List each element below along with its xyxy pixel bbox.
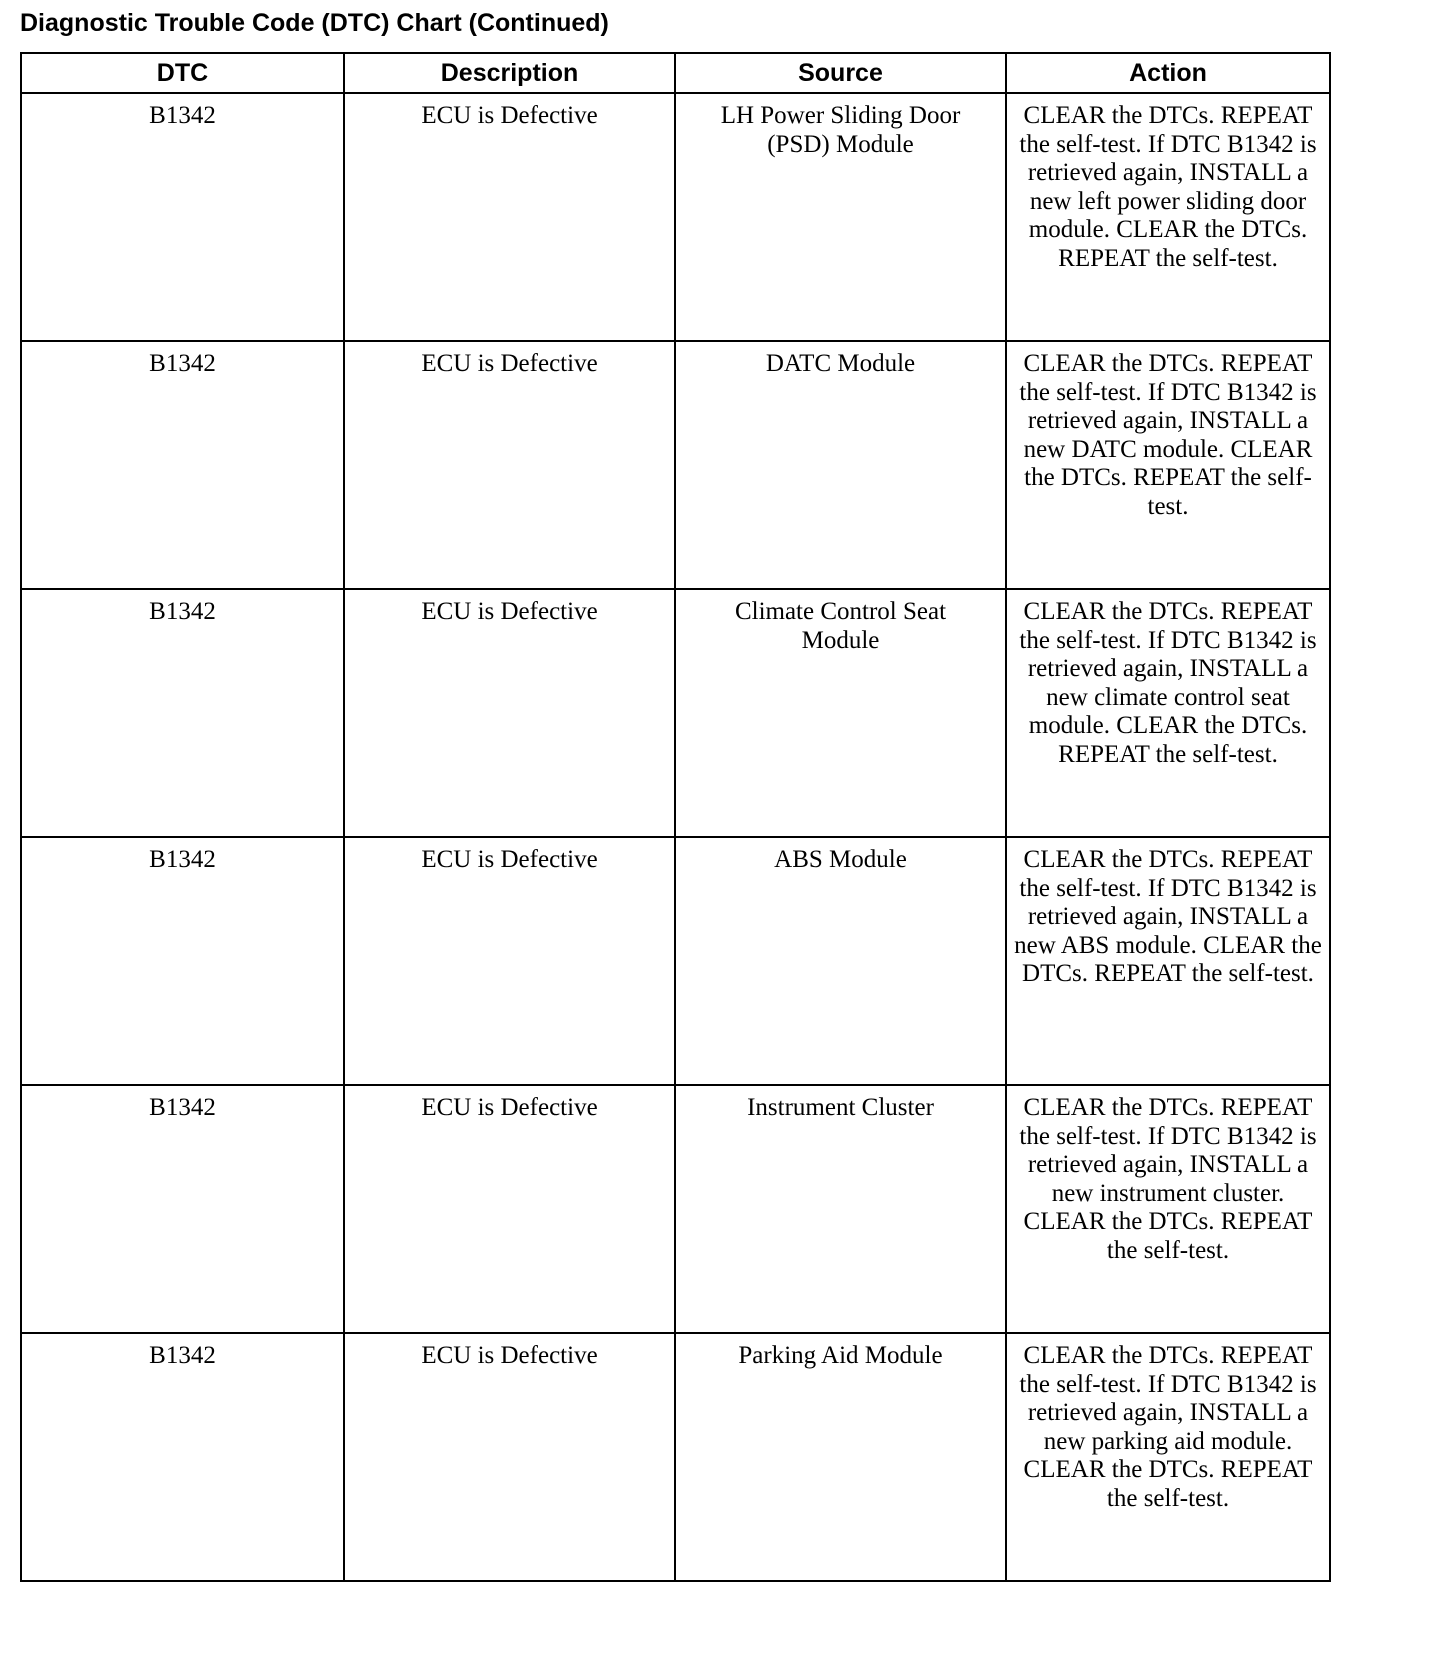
description-cell: [344, 341, 675, 589]
dtc-code: B1342: [149, 350, 216, 377]
description-text: ECU is Defective: [421, 1094, 598, 1121]
dtc-cell: [21, 589, 344, 837]
action-cell: [1006, 1085, 1330, 1333]
dtc-code: B1342: [149, 598, 216, 625]
action-text: CLEAR the DTCs. REPEAT the self-test. If DTC B1342 is retrieved again, INSTALL a new instrument cluster. CLEAR the DTCs. REPEAT the self-test.: [1019, 1094, 1317, 1264]
source-text: LH Power Sliding Door (PSD) Module: [720, 102, 961, 158]
dtc-cell: [21, 341, 344, 589]
source-cell: [675, 1085, 1006, 1333]
source-cell: [675, 93, 1006, 341]
table-header-row: [21, 53, 1330, 93]
action-cell: [1006, 93, 1330, 341]
dtc-code: B1342: [149, 102, 216, 129]
description-cell: [344, 1333, 675, 1581]
description-text: ECU is Defective: [421, 102, 598, 129]
dtc-code: B1342: [149, 846, 216, 873]
column-header-action: Action: [1006, 53, 1330, 93]
action-cell: [1006, 837, 1330, 1085]
source-text: Climate Control Seat Module: [734, 598, 947, 654]
description-text: ECU is Defective: [421, 1342, 598, 1369]
description-text: ECU is Defective: [421, 598, 598, 625]
source-cell: [675, 341, 1006, 589]
table-row: [21, 1085, 1330, 1333]
dtc-code: B1342: [149, 1094, 216, 1121]
source-cell: [675, 589, 1006, 837]
dtc-chart-table: [20, 52, 1331, 1582]
description-text: ECU is Defective: [421, 846, 598, 873]
dtc-cell: [21, 1085, 344, 1333]
action-cell: [1006, 1333, 1330, 1581]
table-row: [21, 93, 1330, 341]
description-text: ECU is Defective: [421, 350, 598, 377]
column-header-description: Description: [344, 53, 675, 93]
action-text: CLEAR the DTCs. REPEAT the self-test. If DTC B1342 is retrieved again, INSTALL a new left power sliding door module. CLEAR the DTCs. REPEAT the self-test.: [1019, 102, 1317, 272]
dtc-cell: [21, 837, 344, 1085]
source-text: Parking Aid Module: [738, 1342, 943, 1369]
dtc-code: B1342: [149, 1342, 216, 1369]
action-text: CLEAR the DTCs. REPEAT the self-test. If DTC B1342 is retrieved again, INSTALL a new parking aid module. CLEAR the DTCs. REPEAT the self-test.: [1019, 1342, 1317, 1512]
dtc-cell: [21, 93, 344, 341]
table-row: [21, 837, 1330, 1085]
description-cell: [344, 589, 675, 837]
source-cell: [675, 1333, 1006, 1581]
action-text: CLEAR the DTCs. REPEAT the self-test. If DTC B1342 is retrieved again, INSTALL a new climate control seat module. CLEAR the DTCs. REPEAT the self-test.: [1019, 598, 1317, 768]
page-title: Diagnostic Trouble Code (DTC) Chart (Continued): [20, 9, 609, 37]
source-text: Instrument Cluster: [747, 1094, 934, 1121]
table-row: [21, 341, 1330, 589]
source-cell: [675, 837, 1006, 1085]
description-cell: [344, 93, 675, 341]
dtc-cell: [21, 1333, 344, 1581]
column-header-source: Source: [675, 53, 1006, 93]
column-header-dtc: DTC: [21, 53, 344, 93]
source-text: ABS Module: [774, 846, 907, 873]
table-row: [21, 589, 1330, 837]
action-text: CLEAR the DTCs. REPEAT the self-test. If DTC B1342 is retrieved again, INSTALL a new ABS module. CLEAR the DTCs. REPEAT the self-test.: [1014, 846, 1322, 987]
action-cell: [1006, 341, 1330, 589]
table-row: [21, 1333, 1330, 1581]
description-cell: [344, 837, 675, 1085]
source-text: DATC Module: [765, 350, 916, 377]
action-text: CLEAR the DTCs. REPEAT the self-test. If DTC B1342 is retrieved again, INSTALL a new DATC module. CLEAR the DTCs. REPEAT the self-test.: [1019, 350, 1317, 520]
description-cell: [344, 1085, 675, 1333]
action-cell: [1006, 589, 1330, 837]
